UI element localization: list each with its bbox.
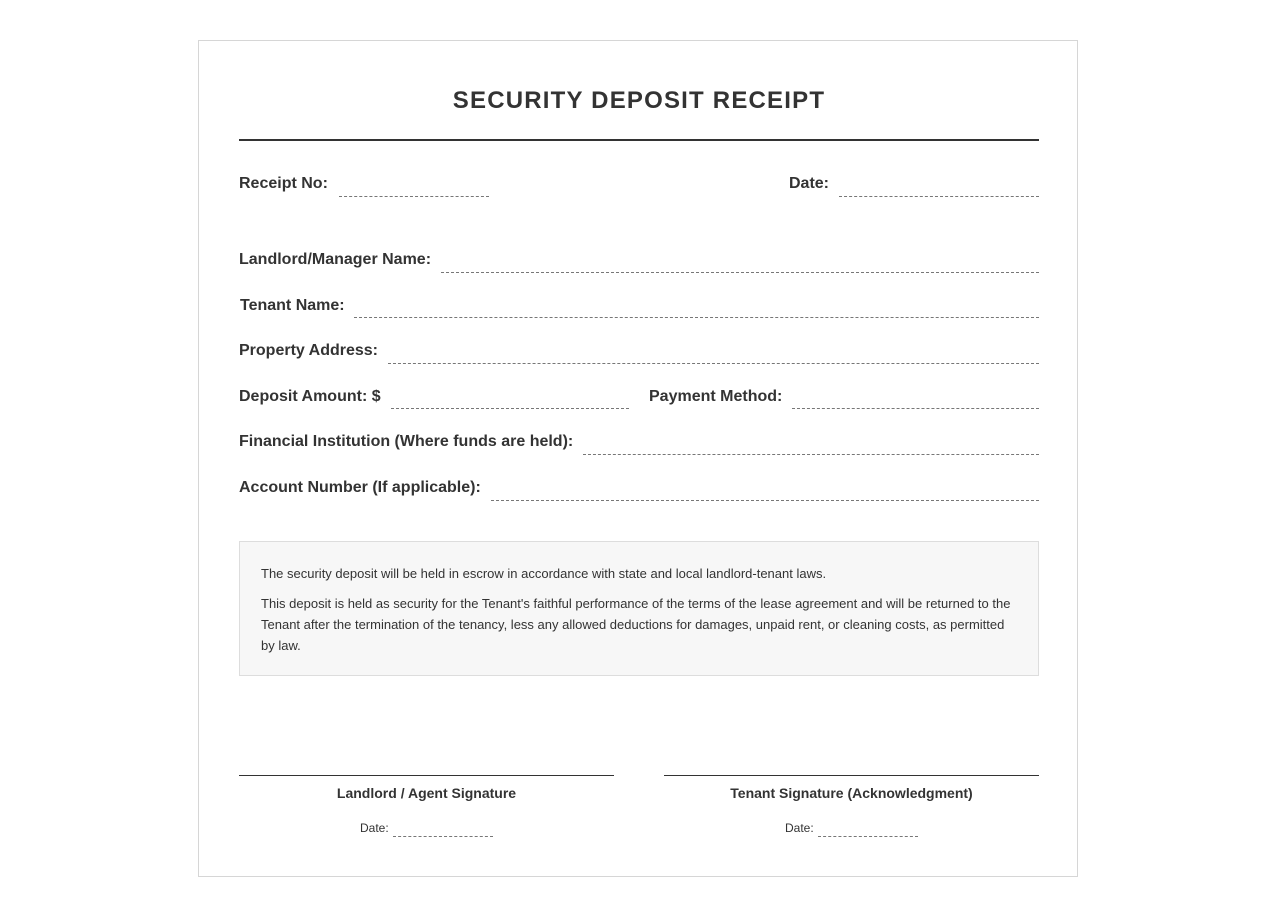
financial-institution-field[interactable] (583, 435, 1039, 455)
terms-box (239, 541, 1039, 676)
tenant-name-label: Tenant Name: (240, 297, 345, 314)
receipt-no-field[interactable] (339, 177, 489, 197)
account-number-field[interactable] (491, 481, 1039, 501)
tenant-date-field[interactable] (818, 821, 918, 837)
landlord-signature-line[interactable] (239, 775, 614, 776)
terms-paragraph-security: This deposit is held as security for the Tenant's faithful performance of the terms of the lease agreement and will be returned to the Tenant after the termination of the tenancy, less any allowed deductions for damages, unpaid rent, or cleaning costs, as permitted by law. (261, 596, 1011, 653)
receipt-no-label: Receipt No: (239, 175, 328, 192)
landlord-signature-label: Landlord / Agent Signature (336, 785, 517, 801)
deposit-amount-field[interactable] (391, 389, 629, 409)
landlord-name-field[interactable] (441, 253, 1039, 273)
date-label: Date: (789, 175, 830, 192)
landlord-date-field[interactable] (393, 821, 493, 837)
deposit-amount-label: Deposit Amount: $ (239, 388, 381, 405)
date-field[interactable] (839, 177, 1039, 197)
landlord-name-label: Landlord/Manager Name: (239, 251, 432, 268)
title-divider (239, 139, 1039, 141)
account-number-label: Account Number (If applicable): (239, 479, 481, 496)
document-title: SECURITY DEPOSIT RECEIPT (452, 87, 826, 114)
receipt-document (198, 40, 1078, 877)
payment-method-label: Payment Method: (649, 388, 783, 405)
payment-method-field[interactable] (792, 389, 1039, 409)
financial-institution-label: Financial Institution (Where funds are held): (239, 433, 574, 450)
property-address-field[interactable] (388, 344, 1039, 364)
property-address-label: Property Address: (239, 342, 378, 359)
tenant-signature-label: Tenant Signature (Acknowledgment) (730, 785, 973, 801)
terms-paragraph-escrow: The security deposit will be held in escrow in accordance with state and local landlord-tenant laws. (261, 566, 827, 581)
landlord-date-label: Date: (360, 821, 389, 835)
tenant-name-field[interactable] (354, 298, 1039, 318)
tenant-signature-line[interactable] (664, 775, 1039, 776)
tenant-date-label: Date: (785, 821, 814, 835)
